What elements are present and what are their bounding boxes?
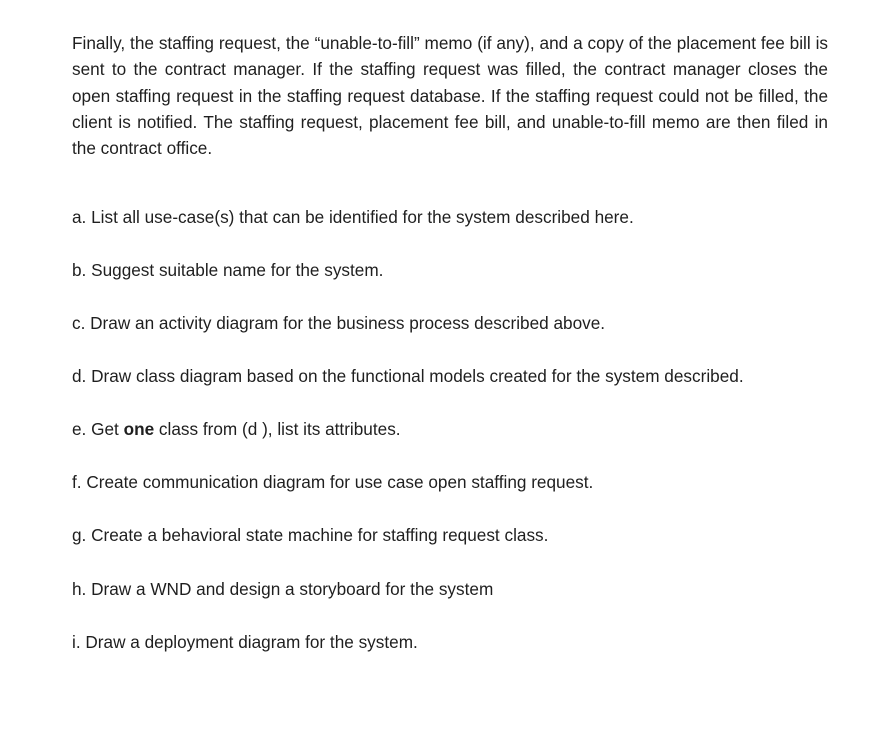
question-d: d. Draw class diagram based on the functional models created for the system described. (72, 366, 744, 387)
question-e-emphasis: one (123, 418, 155, 439)
intro-paragraph: Finally, the staffing request, the “unable-to-fill” memo (if any), and a copy of the placement fee bill is sent to the contract manager. If the staffing request was filled, the contract manager closes the open staffing request in the staffing request database. If the staffing request could not be filled, the client is notified. The staffing request, placement fee bill, and unable-to-fill memo are then filed in the contract office. (72, 33, 828, 159)
question-f: f. Create communication diagram for use case open staffing request. (72, 471, 594, 492)
question-c: c. Draw an activity diagram for the business process described above. (72, 313, 606, 334)
question-e-suffix: class from (d ), list its attributes. (154, 418, 401, 439)
question-e-prefix: e. Get (72, 418, 124, 439)
question-g: g. Create a behavioral state machine for staffing request class. (72, 525, 549, 546)
question-list (72, 204, 828, 655)
question-e (72, 416, 828, 442)
question-a: a. List all use-case(s) that can be identified for the system described here. (72, 207, 634, 228)
question-i: i. Draw a deployment diagram for the system. (72, 631, 418, 652)
question-h: h. Draw a WND and design a storyboard for the system (72, 578, 494, 599)
question-b: b. Suggest suitable name for the system. (72, 259, 384, 280)
document-page (72, 30, 828, 655)
